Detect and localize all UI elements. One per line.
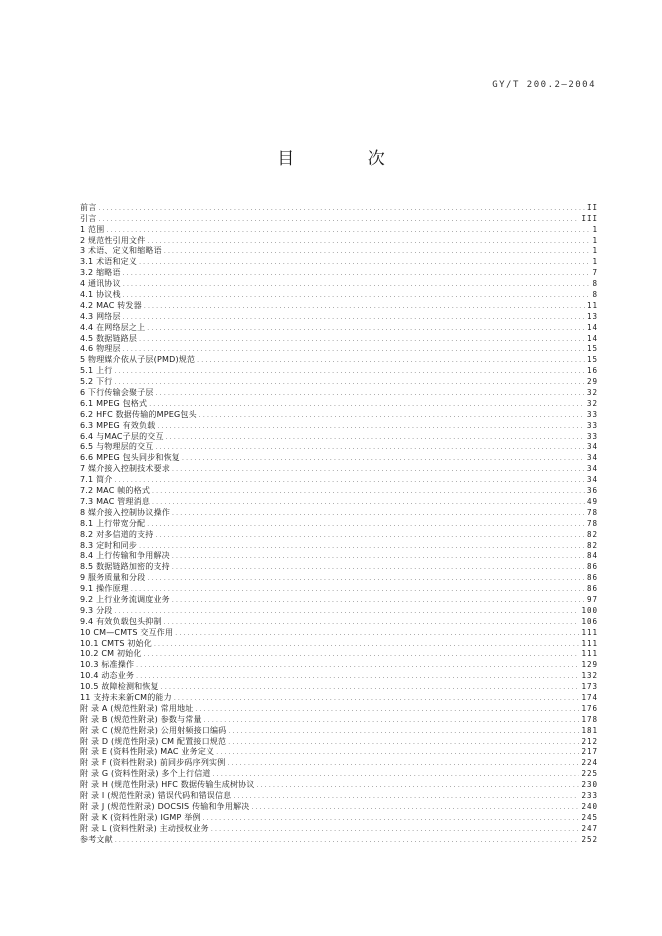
toc-entry[interactable] [80,801,598,812]
dot-leader [147,324,585,333]
toc-entry-label: 6.3 MPEG 有效负载 [80,420,156,430]
toc-entry-page-number: 82 [586,529,598,539]
dot-leader [114,367,585,376]
toc-entry[interactable] [80,703,598,714]
toc-entry-page-number: 86 [586,562,598,572]
toc-entry-page-number: 100 [581,605,598,615]
toc-entry[interactable] [80,616,598,627]
toc-entry-label: 8.4 上行传输和争用解决 [80,551,170,561]
toc-entry-page-number: 78 [586,507,598,517]
toc-entry[interactable] [80,398,598,409]
toc-entry[interactable] [80,659,598,670]
toc-entry-label: 2 规范性引用文件 [80,235,146,245]
toc-entry-label: 附 录 A (规范性附录) 常用地址 [80,703,194,713]
toc-entry-label: 7.3 MAC 管理消息 [80,496,151,506]
toc-entry-label: 4.3 网络层 [80,311,121,321]
toc-entry-page-number: 1 [592,235,598,245]
toc-entry[interactable] [80,638,598,649]
toc-entry[interactable] [80,256,598,267]
toc-entry-label: 8 媒介接入控制协议操作 [80,507,171,517]
dot-leader [147,237,590,246]
toc-entry-label: 4.4 在网络层之上 [80,322,146,332]
dot-leader [152,487,585,496]
toc-entry-page-number: 86 [586,573,598,583]
toc-entry[interactable] [80,235,598,246]
toc-entry-page-number: 240 [581,801,598,811]
toc-entry-page-number: 111 [581,649,598,659]
toc-entry[interactable] [80,594,598,605]
toc-entry-label: 6 下行传输会聚子层 [80,388,154,398]
toc-entry-page-number: 174 [581,692,598,702]
toc-entry[interactable] [80,529,598,540]
dot-leader [182,454,585,463]
dot-leader [155,531,585,540]
dot-leader [257,781,580,790]
toc-entry-label: 4.1 协议栈 [80,290,121,300]
dot-leader [123,313,585,322]
toc-entry-label: 8.5 数据链路加密的支持 [80,562,170,572]
toc-entry-label: 附 录 I (规范性附录) 错误代码和错误信息 [80,790,232,800]
toc-entry[interactable] [80,300,598,311]
dot-leader [114,607,579,616]
dot-leader [114,476,585,485]
dot-leader [196,705,580,714]
toc-entry-label: 附 录 B (规范性附录) 参数与常量 [80,714,202,724]
dot-leader [203,814,580,823]
toc-entry[interactable] [80,278,598,289]
toc-entry-label: 3 术语、定义和缩略语 [80,246,162,256]
toc-entry[interactable] [80,540,598,551]
toc-entry[interactable] [80,431,598,442]
toc-entry-page-number: 34 [586,475,598,485]
toc-entry[interactable] [80,496,598,507]
toc-entry[interactable] [80,420,598,431]
dot-leader [251,803,579,812]
toc-entry-page-number: 36 [586,486,598,496]
toc-entry[interactable] [80,681,598,692]
toc-entry-label: 10.1 CMTS 初始化 [80,638,152,648]
toc-entry[interactable] [80,409,598,420]
dot-leader [197,356,585,365]
toc-entry-label: 4.6 物理层 [80,344,121,354]
dot-leader [156,389,585,398]
toc-entry-label: 9.1 操作原理 [80,584,129,594]
toc-entry[interactable] [80,213,598,224]
toc-entry-page-number: 7 [592,268,598,278]
dot-leader [216,748,579,757]
toc-entry[interactable] [80,768,598,779]
toc-entry-label: 7 媒介接入控制技术要求 [80,464,171,474]
dot-leader [147,520,585,529]
toc-entry-label: 6.2 HFC 数据传输的MPEG包头 [80,409,197,419]
dot-leader [152,498,585,507]
toc-entry-page-number: 217 [581,747,598,757]
toc-entry-page-number: 233 [581,790,598,800]
toc-entry-label: 9 服务质量和分段 [80,573,146,583]
toc-entry-label: 1 范围 [80,224,105,234]
toc-entry-page-number: 86 [586,584,598,594]
dot-leader [114,378,585,387]
toc-entry-page-number: 1 [592,246,598,256]
toc-entry[interactable] [80,452,598,463]
dot-leader [166,433,585,442]
dot-leader [161,683,580,692]
dot-leader [115,836,580,845]
toc-entry-label: 参考文献 [80,834,113,844]
toc-entry-page-number: 212 [581,736,598,746]
toc-entry-page-number: 33 [586,409,598,419]
dot-leader [131,585,585,594]
toc-entry[interactable] [80,757,598,768]
toc-entry-label: 7.2 MAC 帧的格式 [80,486,151,496]
toc-entry[interactable] [80,605,598,616]
toc-entry-label: 10.2 CM 初始化 [80,649,142,659]
toc-entry-label: 引言 [80,213,97,223]
toc-entry[interactable] [80,812,598,823]
dot-leader [144,650,580,659]
toc-entry-label: 附 录 F (资料性附录) 前同步码序列实例 [80,758,226,768]
dot-leader [172,552,585,561]
document-code: GY/T 200.2—2004 [492,80,596,90]
toc-entry-label: 5.1 上行 [80,366,113,376]
toc-entry-label: 附 录 H (规范性附录) HFC 数据传输生成树协议 [80,780,255,790]
toc-entry-label: 4.5 数据链路层 [80,333,138,343]
dot-leader [98,215,579,224]
toc-entry-page-number: 111 [581,638,598,648]
dot-leader [199,411,585,420]
dot-leader [149,400,585,409]
dot-leader [123,269,591,278]
toc-entry-page-number: 78 [586,518,598,528]
toc-entry-page-number: 29 [586,377,598,387]
toc-entry[interactable] [80,354,598,365]
dot-leader [211,825,580,834]
toc-entry-label: 附 录 K (资料性附录) IGMP 举例 [80,812,201,822]
toc-entry-label: 9.2 上行业务流调度业务 [80,594,170,604]
toc-entry-label: 附 录 L (资料性附录) 主动授权业务 [80,823,209,833]
toc-entry[interactable] [80,474,598,485]
dot-leader [227,759,579,768]
toc-entry[interactable] [80,518,598,529]
toc-entry-label: 5.2 下行 [80,377,113,387]
toc-entry-label: 9.4 有效负载包头抑制 [80,616,162,626]
toc-entry[interactable] [80,779,598,790]
toc-entry-page-number: 49 [586,496,598,506]
dot-leader [172,596,585,605]
toc-entry-label: 8.3 定时和同步 [80,540,138,550]
page-title: 目 次 [277,149,419,169]
toc-entry-page-number: II [586,202,598,212]
dot-leader [147,574,585,583]
toc-entry-page-number: 82 [586,540,598,550]
toc-entry[interactable] [80,463,598,474]
toc-entry[interactable] [80,790,598,801]
toc-entry-page-number: 33 [586,431,598,441]
toc-entry[interactable] [80,725,598,736]
dot-leader [172,509,585,518]
toc-entry-page-number: 15 [586,355,598,365]
dot-leader [172,465,585,474]
dot-leader [123,345,585,354]
toc-entry-page-number: 32 [586,398,598,408]
toc-entry-page-number: 97 [586,594,598,604]
toc-entry[interactable] [80,736,598,747]
toc-entry-label: 6.4 与MAC子层的交互 [80,431,164,441]
toc-entry-page-number: 181 [581,725,598,735]
dot-leader [139,258,590,267]
toc-entry[interactable] [80,823,598,834]
toc-entry[interactable] [80,267,598,278]
dot-leader [164,618,580,627]
toc-entry[interactable] [80,365,598,376]
dot-leader [174,694,580,703]
toc-entry-label: 10.3 标准操作 [80,660,135,670]
toc-entry[interactable] [80,583,598,594]
toc-entry[interactable] [80,747,598,758]
toc-entry[interactable] [80,834,598,845]
toc-entry-label: 6.6 MPEG 包头同步和恢复 [80,453,180,463]
dot-leader [139,335,585,344]
dot-leader [144,302,585,311]
toc-entry[interactable] [80,442,598,453]
dot-leader [228,727,579,736]
toc-entry[interactable] [80,202,598,213]
toc-entry[interactable] [80,333,598,344]
toc-entry-page-number: 84 [586,551,598,561]
dot-leader [233,792,579,801]
dot-leader [136,672,579,681]
toc-entry-page-number: 230 [581,780,598,790]
toc-entry-page-number: 224 [581,758,598,768]
toc-entry-page-number: 245 [581,812,598,822]
toc-entry[interactable] [80,344,598,355]
toc-entry-page-number: 132 [581,671,598,681]
toc-entry-label: 附 录 J (规范性附录) DOCSIS 传输和争用解决 [80,801,250,811]
toc-entry-page-number: 1 [592,224,598,234]
toc-entry-page-number: 111 [581,627,598,637]
toc-entry-page-number: 13 [586,311,598,321]
toc-entry-page-number: 34 [586,464,598,474]
toc-entry-label: 9.3 分段 [80,605,113,615]
toc-entry-label: 附 录 D (规范性附录) CM 配置接口规范 [80,736,227,746]
toc-entry-page-number: 14 [586,322,598,332]
toc-entry-label: 8.1 上行带宽分配 [80,518,146,528]
toc-entry-page-number: 15 [586,344,598,354]
toc-entry[interactable] [80,649,598,660]
dot-leader [164,247,591,256]
toc-entry-label: 前言 [80,202,97,212]
dot-leader [175,629,579,638]
dot-leader [172,563,585,572]
toc-entry[interactable] [80,692,598,703]
dot-leader [154,640,580,649]
toc-entry-label: 8.2 对多信道的支持 [80,529,154,539]
toc-entry[interactable] [80,485,598,496]
toc-entry-label: 10.4 动态业务 [80,671,135,681]
toc-entry-label: 11 支持未来新CM的能力 [80,692,172,702]
toc-entry-page-number: 33 [586,420,598,430]
toc-entry[interactable] [80,551,598,562]
toc-entry[interactable] [80,322,598,333]
toc-entry-label: 附 录 E (资料性附录) MAC 业务定义 [80,747,215,757]
toc-entry-page-number: 11 [586,300,598,310]
toc-entry-page-number: 252 [581,834,598,844]
toc-entry[interactable] [80,311,598,322]
toc-entry-label: 附 录 G (资料性附录) 多个上行信道 [80,769,211,779]
toc-entry[interactable] [80,376,598,387]
toc-entry[interactable] [80,627,598,638]
toc-entry-label: 6.5 与物理层的交互 [80,442,154,452]
toc-entry[interactable] [80,387,598,398]
toc-entry[interactable] [80,507,598,518]
toc-entry[interactable] [80,246,598,257]
toc-entry-label: 3.2 缩略语 [80,268,121,278]
dot-leader [228,738,579,747]
dot-leader [213,770,580,779]
toc-entry-page-number: 178 [581,714,598,724]
dot-leader [155,443,585,452]
toc-entry-page-number: 129 [581,660,598,670]
table-of-contents [80,202,598,845]
dot-leader [106,226,590,235]
toc-entry-page-number: 247 [581,823,598,833]
toc-entry-page-number: 225 [581,769,598,779]
toc-entry-label: 10.5 故障检测和恢复 [80,682,159,692]
dot-leader [136,661,579,670]
toc-entry-page-number: 14 [586,333,598,343]
toc-entry[interactable] [80,670,598,681]
toc-entry-page-number: 34 [586,442,598,452]
toc-entry-label: 7.1 简介 [80,475,113,485]
toc-entry-label: 3.1 术语和定义 [80,257,138,267]
toc-entry-label: 5 物理媒介依从子层(PMD)规范 [80,355,196,365]
toc-entry-page-number: 16 [586,366,598,376]
toc-entry[interactable] [80,224,598,235]
dot-leader [123,291,591,300]
dot-leader [204,716,580,725]
dot-leader [157,422,585,431]
toc-entry-page-number: 32 [586,388,598,398]
toc-entry-label: 4 通讯协议 [80,279,121,289]
toc-entry[interactable] [80,714,598,725]
toc-entry-page-number: 106 [581,616,598,626]
toc-entry-page-number: 176 [581,703,598,713]
toc-entry-label: 附 录 C (规范性附录) 公用射频接口编码 [80,725,227,735]
toc-entry-page-number: 8 [592,290,598,300]
toc-entry[interactable] [80,572,598,583]
dot-leader [123,280,591,289]
toc-entry-label: 4.2 MAC 转发器 [80,300,142,310]
toc-entry[interactable] [80,289,598,300]
toc-entry[interactable] [80,561,598,572]
toc-entry-page-number: 1 [592,257,598,267]
toc-entry-page-number: III [581,213,598,223]
dot-leader [98,204,585,213]
toc-entry-page-number: 173 [581,682,598,692]
toc-entry-page-number: 8 [592,279,598,289]
toc-entry-label: 10 CM—CMTS 交互作用 [80,627,174,637]
toc-entry-label: 6.1 MPEG 包格式 [80,398,148,408]
dot-leader [139,542,585,551]
toc-entry-page-number: 34 [586,453,598,463]
